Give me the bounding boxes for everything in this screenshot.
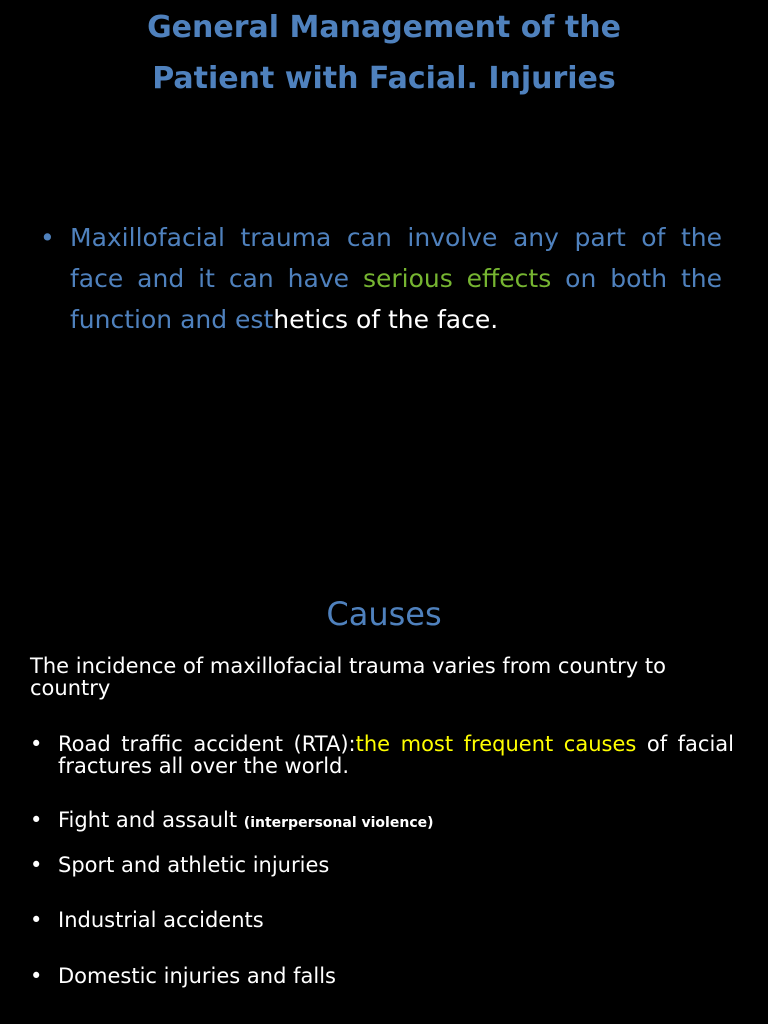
bullet-dot: • (30, 732, 43, 756)
cause-rta-highlight: the most frequent causes (355, 732, 637, 756)
slide-title-line-2: Patient with Facial. Injuries (152, 61, 616, 96)
cause-text (58, 809, 734, 834)
cause-text: Sport and athletic injuries (58, 853, 330, 877)
cause-rta-rest: of facial fractures all over the world. (58, 732, 734, 778)
bullet-text (70, 217, 722, 340)
cause-fight-note: (interpersonal violence) (243, 815, 434, 831)
bullet-dot: • (30, 853, 43, 877)
bullet-text-part-1: Maxillofacial trauma can involve any part of the face and it can have (70, 223, 722, 293)
bullet-dot: • (30, 964, 43, 988)
cause-text: Industrial accidents (58, 908, 264, 932)
cause-fight-label: Fight and assault (58, 808, 244, 832)
cause-text: Domestic injuries and falls (58, 964, 336, 988)
bullet-text-part-4: hetics of the face. (273, 305, 499, 334)
causes-heading: Causes (326, 595, 442, 633)
bullet-dot: • (40, 223, 55, 252)
bullet-dot: • (30, 908, 43, 932)
cause-item-fight (30, 809, 734, 834)
cause-item-domestic (30, 965, 734, 987)
cause-rta-label: Road traffic accident (RTA): (58, 732, 356, 756)
slide-causes (0, 512, 768, 1024)
cause-text (58, 733, 734, 777)
cause-item-rta (30, 733, 734, 777)
bullet-text-emphasis: serious effects (362, 264, 552, 293)
cause-item-industrial (30, 909, 734, 931)
causes-intro: The incidence of maxillofacial trauma varies from country to country (30, 654, 666, 700)
bullet-text-part-3: on both the function and est (70, 264, 723, 334)
slide-title (0, 2, 768, 104)
bullet-dot: • (30, 808, 43, 832)
bullet-maxillofacial-trauma (40, 217, 722, 340)
slide-title-line-1: General Management of the (147, 10, 621, 45)
cause-item-sport (30, 854, 734, 876)
